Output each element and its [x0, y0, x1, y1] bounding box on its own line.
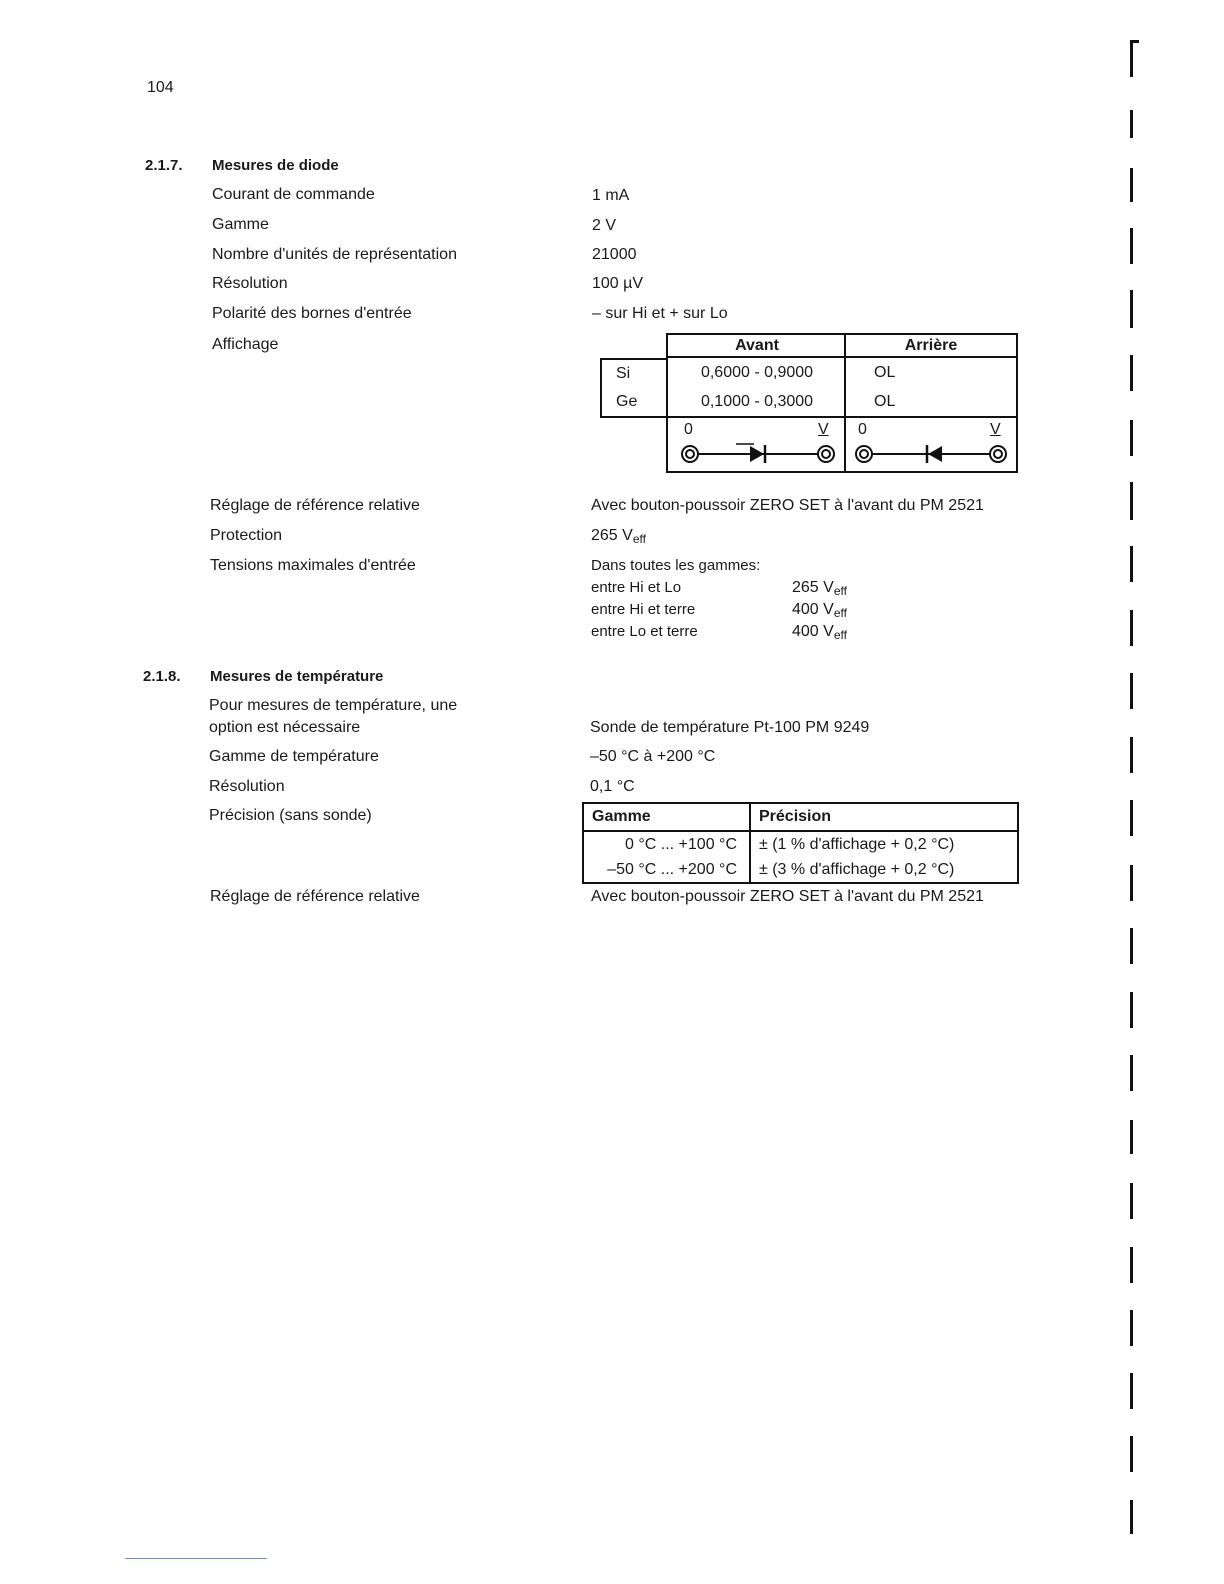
margin-mark	[1130, 40, 1139, 77]
label-relative-ref-temp: Réglage de référence relative	[210, 888, 420, 905]
margin-mark	[1130, 482, 1139, 520]
diode-display-table	[600, 333, 1018, 473]
max-voltage-value-hi-earth	[792, 601, 847, 620]
margin-mark	[1130, 546, 1139, 582]
section-title-diode: Mesures de diode	[212, 157, 339, 174]
protection-sub: eff	[632, 532, 646, 546]
margin-mark	[1130, 800, 1139, 836]
label-display-units: Nombre d'unités de représentation	[212, 246, 457, 263]
value-temp-range: –50 °C à +200 °C	[590, 748, 716, 765]
front-terminal-zero: 0	[684, 421, 693, 438]
max-voltage-hi-earth-num: 400 V	[792, 601, 834, 618]
header-temp-range: Gamme	[582, 802, 751, 832]
label-temp-resolution: Résolution	[209, 778, 285, 795]
front-terminal-v: V	[818, 421, 829, 438]
value-resolution: 100 µV	[592, 275, 644, 292]
max-voltage-value-hi-lo	[792, 579, 847, 598]
label-protection: Protection	[210, 527, 283, 544]
value-drive-current: 1 mA	[592, 187, 630, 204]
max-voltage-lo-earth-num: 400 V	[792, 623, 834, 640]
max-voltage-label-lo-earth: entre Lo et terre	[591, 623, 698, 640]
max-voltage-label-hi-earth: entre Hi et terre	[591, 601, 696, 618]
back-ge: OL	[844, 388, 1018, 418]
margin-mark	[1130, 290, 1139, 328]
margin-mark	[1130, 737, 1139, 773]
header-front: Avant	[666, 333, 846, 358]
value-range: 2 V	[592, 217, 617, 234]
value-display-units: 21000	[592, 246, 637, 263]
label-drive-current: Courant de commande	[212, 186, 375, 203]
value-temp-resolution: 0,1 °C	[590, 778, 635, 795]
material-ge: Ge	[600, 388, 667, 418]
label-option-line1: Pour mesures de température, une	[209, 697, 458, 714]
front-ge: 0,1000 - 0,3000	[666, 388, 846, 418]
temp-accuracy-row1: ± (1 % d'affichage + 0,2 °C)	[749, 832, 1019, 858]
protection-voltage: 265 V	[591, 527, 633, 544]
margin-mark	[1130, 1310, 1139, 1346]
diode-reverse-icon	[850, 439, 1014, 469]
label-accuracy: Précision (sans sonde)	[209, 807, 372, 824]
header-temp-accuracy: Précision	[749, 802, 1019, 832]
temp-range-row1: 0 °C ... +100 °C	[582, 832, 751, 858]
back-terminal-zero: 0	[858, 421, 867, 438]
margin-mark	[1130, 610, 1139, 646]
max-voltage-intro: Dans toutes les gammes:	[591, 557, 761, 574]
margin-mark	[1130, 110, 1139, 138]
section-number-temp: 2.1.8.	[143, 668, 181, 685]
page-number: 104	[147, 79, 174, 96]
label-option-line2: option est nécessaire	[209, 719, 361, 736]
label-resolution: Résolution	[212, 275, 288, 292]
back-si: OL	[844, 358, 1018, 388]
margin-mark	[1130, 1120, 1139, 1154]
back-terminal-v: V	[990, 421, 1001, 438]
margin-mark	[1130, 1247, 1139, 1283]
max-voltage-lo-earth-sub: eff	[833, 628, 847, 642]
margin-mark	[1130, 992, 1139, 1028]
value-relative-ref-diode: Avec bouton-poussoir ZERO SET à l'avant du PM 2521	[591, 497, 984, 514]
temp-accuracy-table	[582, 802, 1019, 884]
margin-mark	[1130, 168, 1139, 202]
value-polarity: – sur Hi et + sur Lo	[592, 305, 728, 322]
label-temp-range: Gamme de température	[209, 748, 379, 765]
label-range: Gamme	[212, 216, 269, 233]
max-voltage-hi-lo-sub: eff	[833, 584, 847, 598]
header-back: Arrière	[844, 333, 1018, 358]
margin-mark	[1130, 1055, 1139, 1091]
temp-range-row2: –50 °C ... +200 °C	[582, 858, 751, 884]
value-option: Sonde de température Pt-100 PM 9249	[590, 719, 870, 736]
margin-mark	[1130, 1373, 1139, 1409]
margin-mark	[1130, 928, 1139, 964]
margin-mark	[1130, 355, 1139, 391]
max-voltage-hi-earth-sub: eff	[833, 606, 847, 620]
label-max-voltage: Tensions maximales d'entrée	[210, 557, 416, 574]
label-display: Affichage	[212, 336, 279, 353]
front-si: 0,6000 - 0,9000	[666, 358, 846, 388]
material-si: Si	[600, 358, 667, 388]
value-relative-ref-temp: Avec bouton-poussoir ZERO SET à l'avant du PM 2521	[591, 888, 984, 905]
margin-mark	[1130, 228, 1139, 264]
max-voltage-value-lo-earth	[792, 623, 847, 642]
margin-mark	[1130, 420, 1139, 456]
label-polarity: Polarité des bornes d'entrée	[212, 305, 412, 322]
max-voltage-label-hi-lo: entre Hi et Lo	[591, 579, 682, 596]
temp-accuracy-row2: ± (3 % d'affichage + 0,2 °C)	[749, 858, 1019, 884]
back-diode-symbol-cell	[844, 417, 1018, 473]
section-number-diode: 2.1.7.	[145, 157, 183, 174]
margin-mark	[1130, 865, 1139, 901]
margin-mark	[1130, 673, 1139, 709]
max-voltage-hi-lo-num: 265 V	[792, 579, 834, 596]
margin-mark	[1130, 1500, 1139, 1534]
margin-mark	[1130, 1183, 1139, 1219]
margin-mark	[1130, 1436, 1139, 1472]
footer-rule	[125, 1558, 267, 1559]
diode-forward-icon	[676, 439, 840, 469]
front-diode-symbol-cell	[666, 417, 846, 473]
label-relative-ref-diode: Réglage de référence relative	[210, 497, 420, 514]
value-protection	[591, 527, 646, 546]
section-title-temp: Mesures de température	[210, 668, 384, 685]
